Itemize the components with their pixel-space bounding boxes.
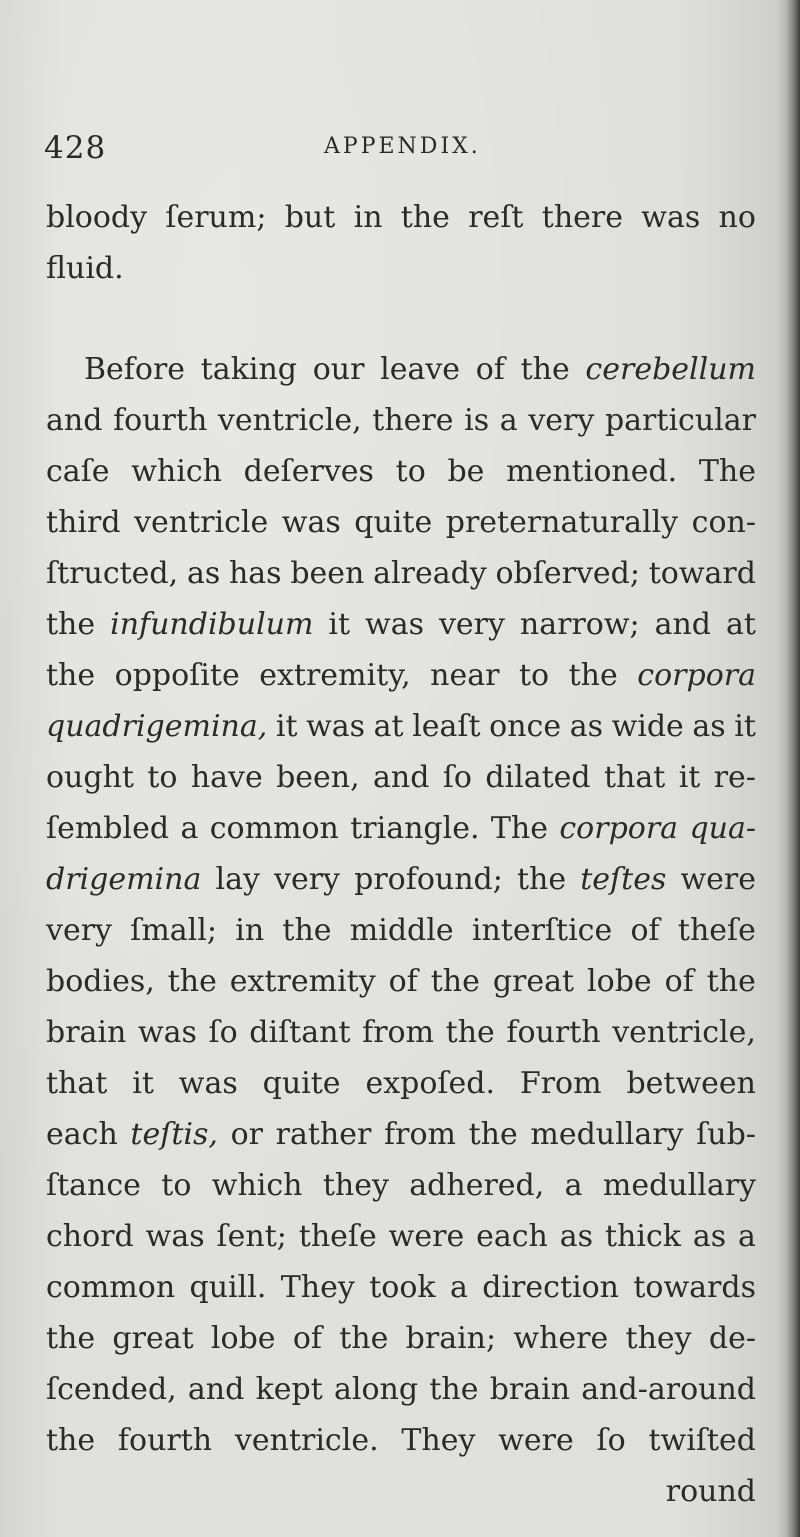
word: brain — [46, 1015, 127, 1050]
word: to — [161, 1168, 192, 1203]
word: along — [334, 1372, 419, 1407]
text-line — [46, 1160, 756, 1211]
text-line — [46, 344, 756, 395]
word: quite — [354, 505, 433, 540]
word: kept — [255, 1372, 323, 1407]
word: theſe — [298, 1219, 377, 1254]
word: to — [147, 760, 178, 795]
text-line — [46, 1007, 756, 1058]
word: triangle. — [350, 811, 480, 846]
paragraph — [46, 344, 756, 1466]
word: re- — [713, 760, 756, 795]
word: was — [178, 1066, 238, 1101]
word: were — [388, 1219, 465, 1254]
word: Before — [84, 352, 186, 387]
word: have — [190, 760, 263, 795]
word: extremity, — [259, 658, 411, 693]
word: there — [541, 200, 623, 235]
word: the — [167, 964, 217, 999]
word: brain; — [405, 1321, 497, 1356]
word: from — [362, 1015, 435, 1050]
word: quill. — [189, 1270, 267, 1305]
word: near — [430, 658, 500, 693]
word: infundibulum — [110, 607, 314, 642]
word: the — [468, 1117, 518, 1152]
text-line — [46, 446, 756, 497]
word: diſtant — [249, 1015, 351, 1050]
word: medullary — [530, 1117, 684, 1152]
text-line — [46, 650, 756, 701]
word: ventricle, — [217, 403, 362, 438]
word: it — [678, 760, 701, 795]
word: caſe — [46, 454, 110, 489]
word: deſerves — [243, 454, 374, 489]
word: twiſted — [648, 1423, 756, 1458]
word: which — [131, 454, 222, 489]
word: ſtance — [46, 1168, 141, 1203]
word: and — [373, 760, 430, 795]
word: narrow; — [519, 607, 640, 642]
word: and — [654, 607, 712, 642]
text-line — [46, 1211, 756, 1262]
word: the — [282, 913, 332, 948]
word: it — [275, 709, 298, 744]
word: the — [46, 607, 96, 642]
word: be — [447, 454, 485, 489]
word: chord — [46, 1219, 134, 1254]
word: brain — [489, 1372, 571, 1407]
word: ventricle. — [234, 1423, 379, 1458]
word: ventricle — [134, 505, 269, 540]
word: great — [492, 964, 575, 999]
paragraph-gap — [46, 294, 756, 344]
text-line — [46, 395, 756, 446]
word: medullary — [602, 1168, 756, 1203]
word: quadrigemina, — [46, 709, 268, 744]
text-line — [46, 956, 756, 1007]
word: has — [228, 556, 282, 591]
word: where — [513, 1321, 609, 1356]
word: the — [706, 964, 756, 999]
word: the — [430, 964, 480, 999]
word: ſub- — [696, 1117, 756, 1152]
word: leaſt — [412, 709, 481, 744]
word: rather — [275, 1117, 372, 1152]
word: very — [528, 403, 595, 438]
word: fourth — [117, 1423, 213, 1458]
word: toward — [648, 556, 756, 591]
word: is — [464, 403, 490, 438]
word: a — [180, 811, 199, 846]
word: and — [187, 1372, 245, 1407]
word: de- — [708, 1321, 756, 1356]
word: con- — [691, 505, 756, 540]
word: great — [112, 1321, 194, 1356]
word: qua- — [689, 811, 756, 846]
word: were — [680, 862, 756, 897]
text-line — [46, 1415, 756, 1466]
word: as — [692, 709, 726, 744]
catchword: round — [665, 1474, 756, 1509]
word: at — [373, 709, 404, 744]
word: to — [518, 658, 550, 693]
word: they — [625, 1321, 692, 1356]
text-line — [46, 192, 756, 243]
word: each — [46, 1117, 118, 1152]
word: a — [564, 1168, 583, 1203]
text-line — [46, 752, 756, 803]
word: The — [490, 811, 548, 846]
word: interſtice — [471, 913, 613, 948]
word: ſo — [208, 1015, 238, 1050]
word: towards — [633, 1270, 756, 1305]
word: teſtis, — [130, 1117, 218, 1152]
body-text — [46, 192, 756, 1517]
word: very — [46, 913, 112, 948]
word: it — [734, 709, 756, 744]
word: fluid. — [46, 251, 124, 286]
word: took — [369, 1270, 436, 1305]
word: our — [312, 352, 365, 387]
word: they — [322, 1168, 389, 1203]
word: corpora — [559, 811, 679, 846]
word: expoſed. — [365, 1066, 495, 1101]
word: of — [292, 1321, 322, 1356]
word: ſent; — [216, 1219, 287, 1254]
word: leave — [380, 352, 461, 387]
word: cerebellum — [585, 352, 756, 387]
word: ſo — [596, 1423, 626, 1458]
word: that — [604, 760, 666, 795]
word: and — [46, 403, 103, 438]
word: between — [626, 1066, 756, 1101]
word: a — [499, 403, 518, 438]
word: as — [559, 1219, 594, 1254]
word: there — [372, 403, 454, 438]
word: reſt — [468, 200, 524, 235]
word: bodies, — [46, 964, 155, 999]
word: the — [46, 1423, 96, 1458]
text-line — [46, 701, 756, 752]
word: profound; — [354, 862, 503, 897]
word: mentioned. — [506, 454, 678, 489]
word: the — [516, 862, 567, 897]
word: already — [373, 556, 487, 591]
word: each — [476, 1219, 548, 1254]
word: fourth — [113, 403, 208, 438]
word: third — [46, 505, 121, 540]
word: the — [445, 1015, 495, 1050]
word: was — [365, 607, 424, 642]
word: ventricle, — [612, 1015, 756, 1050]
word: which — [211, 1168, 303, 1203]
word: particular — [604, 403, 756, 438]
word: ſembled — [46, 811, 170, 846]
paragraph — [46, 192, 756, 294]
word: was — [145, 1219, 205, 1254]
word: the — [400, 200, 450, 235]
word: ſmall; — [130, 913, 217, 948]
word: taking — [200, 352, 297, 387]
word: from — [384, 1117, 456, 1152]
word: drigemina — [46, 862, 202, 897]
word: a — [449, 1270, 468, 1305]
word: extremity — [229, 964, 376, 999]
word: of — [388, 964, 418, 999]
word: no — [718, 200, 756, 235]
word: lay — [215, 862, 260, 897]
word: theſe — [677, 913, 756, 948]
word: thick — [604, 1219, 681, 1254]
text-line — [46, 803, 756, 854]
word: middle — [349, 913, 454, 948]
word: but — [284, 200, 336, 235]
word: They — [280, 1270, 355, 1305]
word: obſerved; — [495, 556, 640, 591]
word: adhered, — [409, 1168, 545, 1203]
word: was — [281, 505, 341, 540]
text-line — [46, 243, 756, 294]
word: in — [353, 200, 383, 235]
word: and-around — [581, 1372, 756, 1407]
word: ſo — [442, 760, 472, 795]
word: very — [274, 862, 341, 897]
word: They — [401, 1423, 476, 1458]
word: it — [328, 607, 351, 642]
word: it — [132, 1066, 154, 1101]
word: fourth — [506, 1015, 601, 1050]
word: the — [339, 1321, 389, 1356]
word: The — [698, 454, 756, 489]
word: the — [429, 1372, 479, 1407]
word: to — [395, 454, 426, 489]
word: was — [641, 200, 701, 235]
text-line — [46, 548, 756, 599]
page-header — [44, 130, 756, 170]
word: as — [692, 1219, 727, 1254]
word: as — [186, 556, 221, 591]
text-line — [46, 1364, 756, 1415]
word: was — [306, 709, 366, 744]
word: that — [46, 1066, 108, 1101]
word: ſerum; — [165, 200, 267, 235]
word: teſtes — [580, 862, 667, 897]
word: lobe — [587, 964, 652, 999]
text-line — [46, 1109, 756, 1160]
word: at — [725, 607, 756, 642]
word: ſcended, — [46, 1372, 177, 1407]
text-line — [46, 905, 756, 956]
word: preternaturally — [445, 505, 679, 540]
text-line — [46, 497, 756, 548]
word: corpora — [637, 658, 756, 693]
word: the — [46, 1321, 96, 1356]
word: or — [230, 1117, 263, 1152]
word: of — [475, 352, 505, 387]
text-line — [46, 1313, 756, 1364]
page-edge-shadow — [786, 0, 800, 1537]
catchword-line — [46, 1466, 756, 1517]
word: the — [568, 658, 618, 693]
word: bloody — [46, 200, 148, 235]
word: oppoſite — [114, 658, 240, 693]
word: of — [630, 913, 660, 948]
word: in — [235, 913, 265, 948]
text-line — [46, 599, 756, 650]
word: quite — [262, 1066, 341, 1101]
word: dilated — [485, 760, 591, 795]
text-line — [46, 1058, 756, 1109]
word: as — [569, 709, 603, 744]
word: very — [438, 607, 505, 642]
word: From — [519, 1066, 602, 1101]
word: ſtructed, — [46, 556, 179, 591]
word: common — [46, 1270, 176, 1305]
text-line — [46, 1262, 756, 1313]
running-head: APPENDIX. — [324, 134, 481, 159]
word: been, — [276, 760, 360, 795]
word: ought — [46, 760, 134, 795]
word: direction — [482, 1270, 619, 1305]
word: once — [489, 709, 562, 744]
word: common — [209, 811, 339, 846]
word: lobe — [210, 1321, 276, 1356]
word: a — [738, 1219, 756, 1254]
word: the — [46, 658, 96, 693]
word: of — [664, 964, 694, 999]
word: wide — [611, 709, 684, 744]
word: been — [290, 556, 365, 591]
text-line — [46, 854, 756, 905]
page-number: 428 — [44, 130, 107, 166]
word: were — [498, 1423, 574, 1458]
word: the — [520, 352, 570, 387]
word: was — [137, 1015, 197, 1050]
